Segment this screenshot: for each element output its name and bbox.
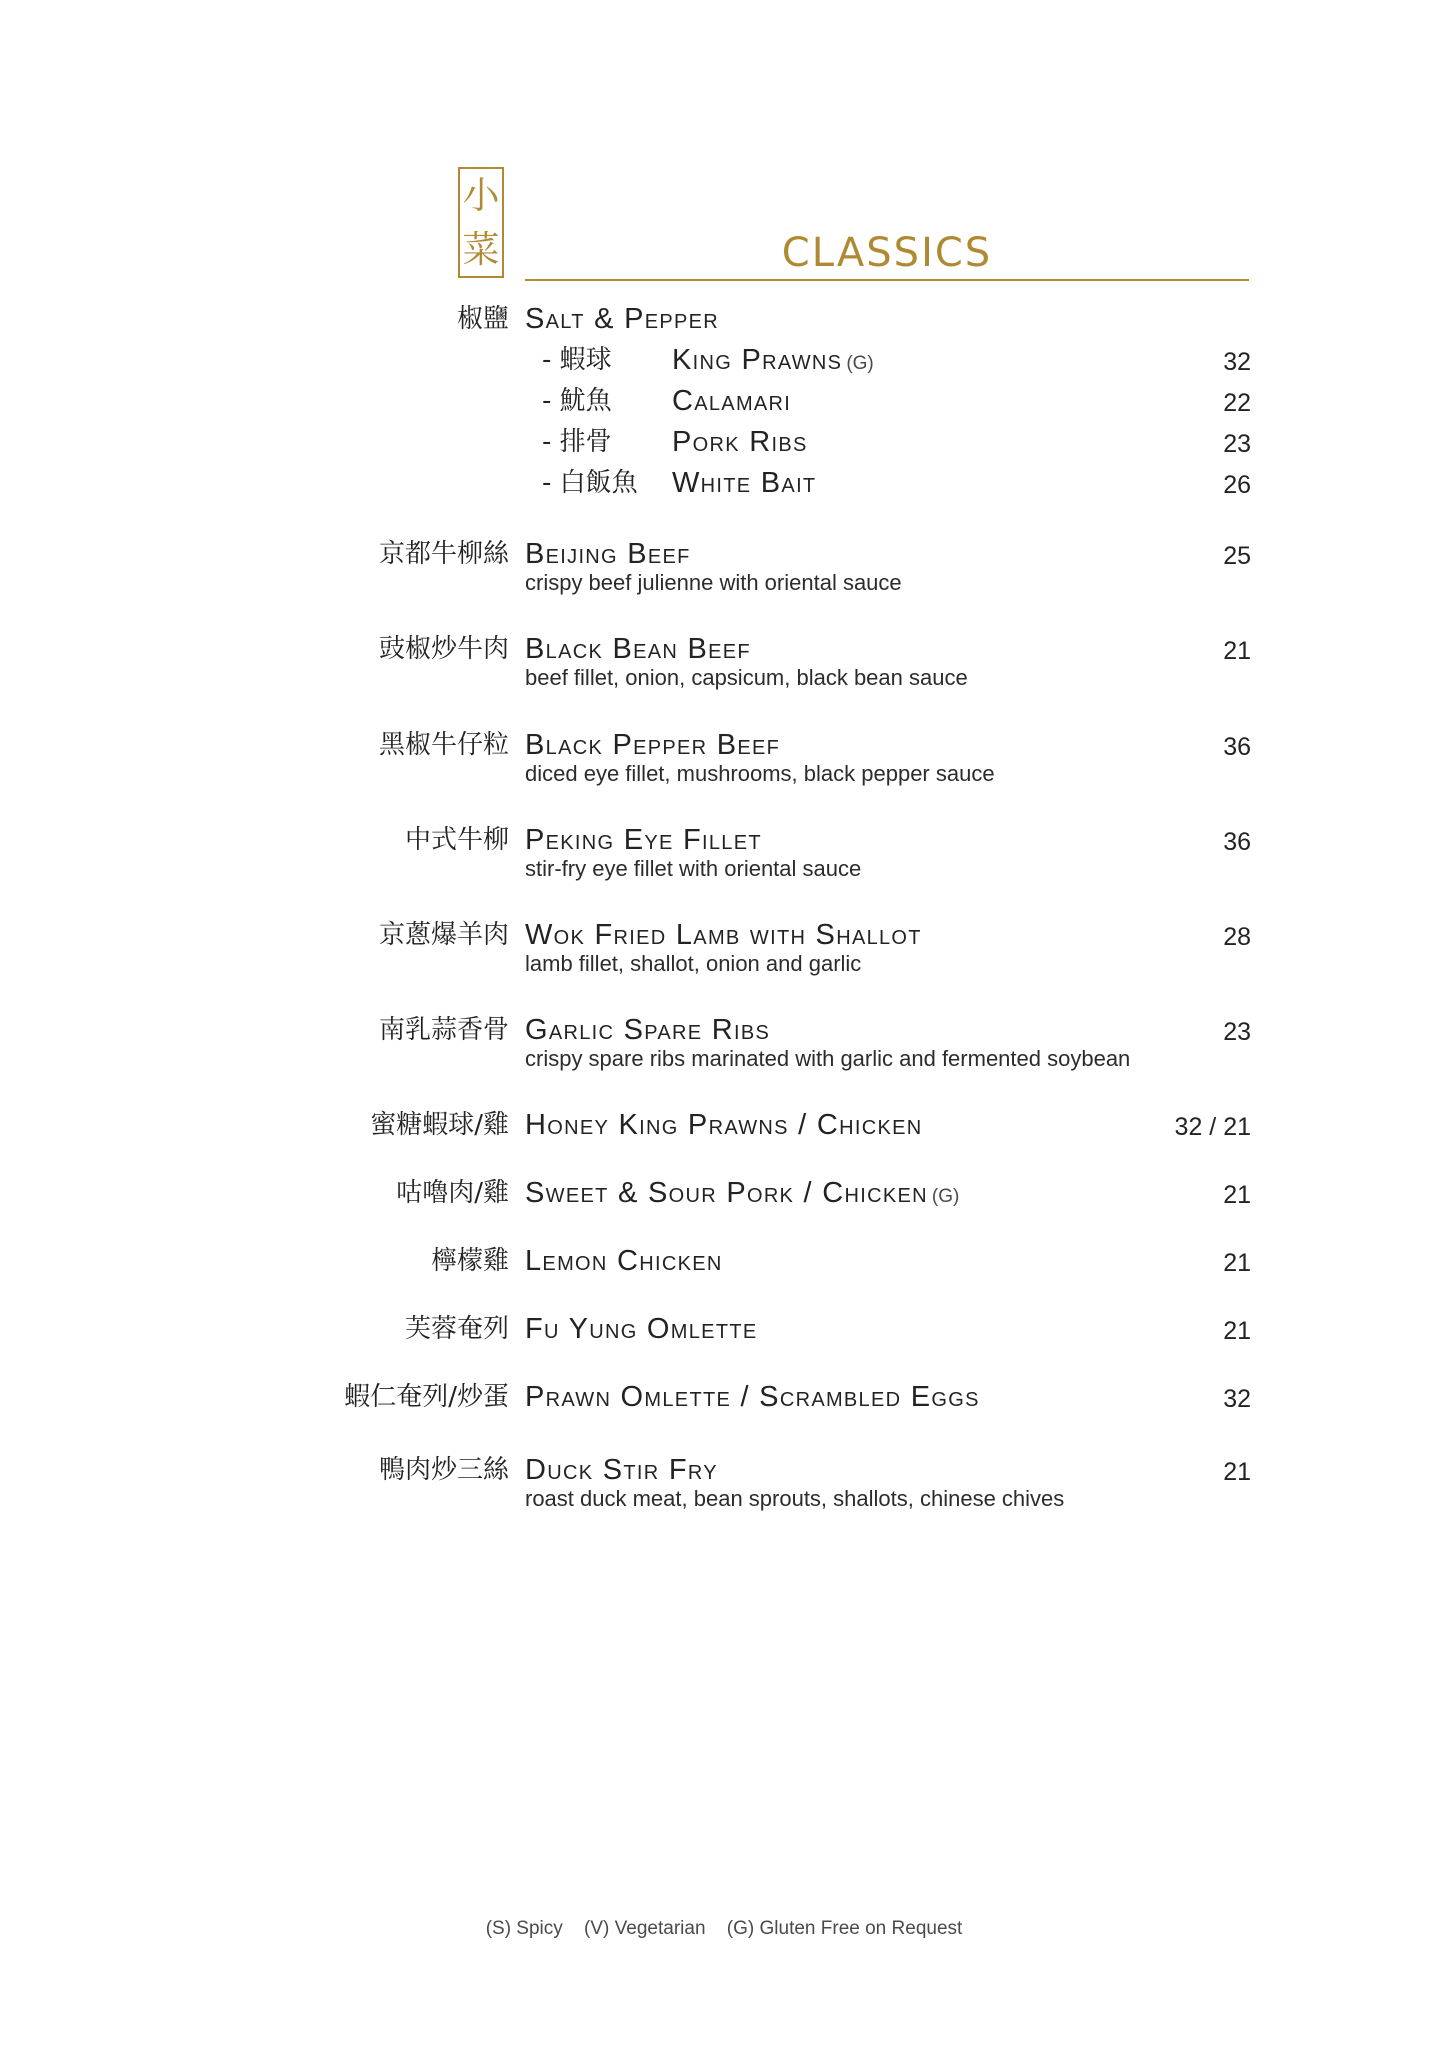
menu-item-zh: 中式牛柳	[404, 825, 509, 855]
menu-item-zh: 鴨肉炒三絲	[378, 1455, 509, 1485]
menu-item-zh: 芙蓉奄列	[404, 1314, 509, 1344]
menu-item-zh: 京蔥爆羊肉	[378, 920, 509, 950]
legend-gluten-free: (G) Gluten Free on Request	[726, 1918, 963, 1939]
menu-item-price: 25	[1223, 542, 1251, 570]
dietary-legend	[0, 1918, 1448, 1940]
menu-item-price: 36	[1223, 733, 1251, 761]
sub-item-name: King Prawns (G)	[672, 344, 874, 376]
menu-item-price: 32 / 21	[1174, 1113, 1251, 1141]
menu-item-zh: 豉椒炒牛肉	[378, 634, 509, 664]
menu-item-price: 21	[1223, 1317, 1251, 1345]
sub-item-price: 26	[1223, 471, 1251, 499]
menu-item-price: 32	[1223, 1385, 1251, 1413]
sub-item-price: 23	[1223, 430, 1251, 458]
menu-item-zh: 椒鹽	[456, 304, 509, 334]
menu-item-price: 21	[1223, 637, 1251, 665]
menu-item-name: Prawn Omlette / Scrambled Eggs	[525, 1381, 980, 1413]
menu-item-description: crispy beef julienne with oriental sauce	[525, 570, 902, 595]
sub-item-name: Calamari	[672, 385, 792, 417]
seal-char: 菜	[462, 227, 500, 271]
menu-item-price: 36	[1223, 828, 1251, 856]
section-title: CLASSICS	[781, 230, 993, 276]
menu-item-zh: 黑椒牛仔粒	[378, 730, 509, 760]
menu-item-description: diced eye fillet, mushrooms, black pepper sauce	[525, 761, 995, 786]
menu-item-description: roast duck meat, bean sprouts, shallots, chinese chives	[525, 1486, 1065, 1511]
menu-item-zh: 京都牛柳絲	[378, 539, 509, 569]
menu-item-zh: 咕嚕肉/雞	[396, 1178, 509, 1208]
menu-item-name: Wok Fried Lamb with Shallot	[525, 919, 922, 951]
menu-item-zh: 蝦仁奄列/炒蛋	[344, 1382, 509, 1412]
menu-item-zh: 南乳蒜香骨	[378, 1015, 509, 1045]
sub-item-zh: - 排骨	[542, 427, 612, 457]
menu-item-description: beef fillet, onion, capsicum, black bean sauce	[525, 665, 968, 690]
menu-item-price: 21	[1223, 1249, 1251, 1277]
menu-item-name: Honey King Prawns / Chicken	[525, 1109, 923, 1141]
title-underline	[525, 279, 1249, 281]
menu-item-name: Black Bean Beef	[525, 633, 751, 665]
legend-spicy: (S) Spicy	[485, 1918, 563, 1939]
menu-item-zh: 蜜糖蝦球/雞	[370, 1110, 509, 1140]
legend-vegetarian: (V) Vegetarian	[584, 1918, 706, 1939]
gluten-free-tag: (G)	[846, 353, 874, 374]
sub-item-price: 32	[1223, 348, 1251, 376]
menu-item-name: Duck Stir Fry	[525, 1454, 718, 1486]
menu-item-price: 21	[1223, 1458, 1251, 1486]
seal-char: 小	[462, 174, 500, 218]
menu-item-price: 21	[1223, 1181, 1251, 1209]
menu-item-name: Fu Yung Omlette	[525, 1313, 758, 1345]
menu-item-description: stir-fry eye fillet with oriental sauce	[525, 856, 862, 881]
sub-item-zh: - 魷魚	[542, 386, 612, 416]
sub-item-name: Pork Ribs	[672, 426, 808, 458]
menu-item-description: crispy spare ribs marinated with garlic and fermented soybean	[525, 1046, 1131, 1071]
gluten-free-tag: (G)	[931, 1186, 960, 1207]
section-seal	[458, 167, 504, 278]
sub-item-price: 22	[1223, 389, 1251, 417]
menu-item-name: Peking Eye Fillet	[525, 824, 762, 856]
menu-item-name: Sweet & Sour Pork / Chicken (G)	[525, 1177, 960, 1209]
menu-item-name: Black Pepper Beef	[525, 729, 781, 761]
menu-item-zh: 檸檬雞	[430, 1246, 509, 1276]
menu-item-description: lamb fillet, shallot, onion and garlic	[525, 951, 862, 976]
menu-item-name: Lemon Chicken	[525, 1245, 723, 1277]
sub-item-zh: - 白飯魚	[542, 468, 638, 498]
menu-item-price: 23	[1223, 1018, 1251, 1046]
menu-item-name: Salt & Pepper	[525, 303, 720, 335]
menu-item-price: 28	[1223, 923, 1251, 951]
menu-item-name: Garlic Spare Ribs	[525, 1014, 771, 1046]
menu-item-name: Beijing Beef	[525, 538, 691, 570]
sub-item-zh: - 蝦球	[542, 345, 612, 375]
sub-item-name: White Bait	[672, 467, 817, 499]
